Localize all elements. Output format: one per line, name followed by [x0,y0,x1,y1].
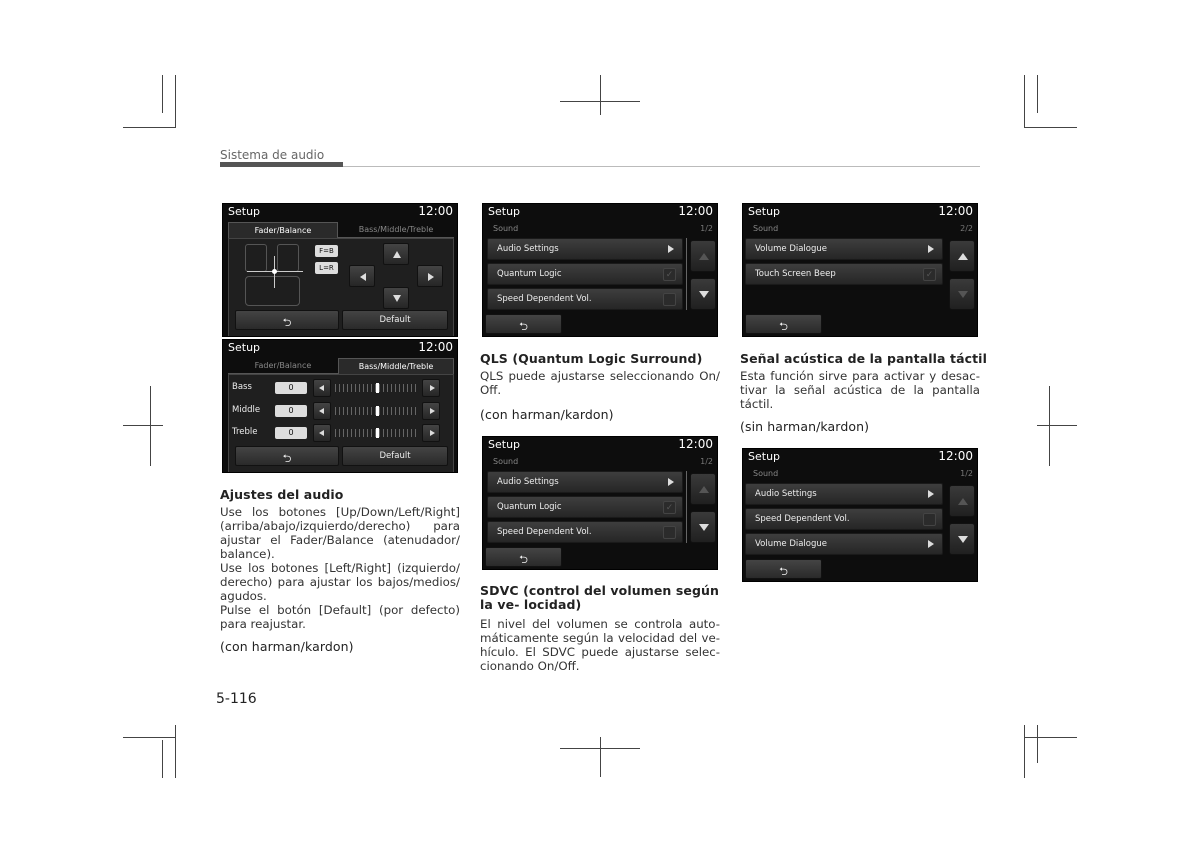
arrow-right-icon [928,540,934,548]
seat-front-right-icon [277,244,299,272]
paragraph-touch-beep: Esta función sirve para activar y desac- tivar la señal acústica de la pantalla táctil. [740,369,980,411]
tab-fader-balance[interactable]: Fader/Balance [228,358,338,374]
section-bar [220,162,343,167]
paragraph-default: Pulse el botón [Default] (por defecto) para reajustar. [220,603,460,631]
screen-subtitle: Sound [493,224,519,233]
right-button[interactable] [417,265,443,287]
menu-item-touch-screen-beep[interactable]: Touch Screen Beep ✓ [745,263,943,285]
paragraph-bass-treble: Use los botones [Left/Right] (izquierdo/ derecho) para ajustar los bajos/medios/ agudos. [220,561,460,603]
tab-fader-balance[interactable]: Fader/Balance [228,222,338,238]
screen-title: Setup [228,341,261,354]
default-button[interactable]: Default [342,310,448,330]
page-indicator: 1/2 [700,224,713,233]
back-icon: ⮌ [519,553,528,566]
screen-title: Setup [748,205,781,218]
checkbox-icon[interactable]: ✓ [923,268,936,281]
menu-item-volume-dialogue[interactable]: Volume Dialogue [745,238,943,260]
back-button[interactable] [235,446,339,466]
page-indicator: 1/2 [700,457,713,466]
menu-item-speed-dependent-vol[interactable]: Speed Dependent Vol. [487,288,683,310]
paragraph-sdvc: El nivel del volumen se controla auto- máticamente según la velocidad del ve- hículo. El SDVC puede ajustarse selec- cionando On/Off. [480,617,720,673]
balance-value: L=R [315,262,338,274]
screen-fader-balance [222,203,458,337]
menu-item-audio-settings[interactable]: Audio Settings [487,238,683,260]
note-harman-kardon: (con harman/kardon) [220,639,354,654]
bass-increase-button[interactable] [422,379,440,397]
scroll-down-button[interactable] [949,278,975,310]
screen-clock: 12:00 [418,204,453,218]
arrow-right-icon [928,490,934,498]
back-icon: ⮌ [779,320,788,333]
screen-subtitle: Sound [753,224,779,233]
checkbox-icon[interactable] [663,526,676,539]
note-harman-kardon-1: (con harman/kardon) [480,407,614,422]
section-rule [343,166,980,167]
screen-clock: 12:00 [418,340,453,354]
section-title: Sistema de audio [220,148,325,162]
middle-slider-knob[interactable] [376,406,379,416]
menu-item-audio-settings[interactable]: Audio Settings [487,471,683,493]
checkbox-icon[interactable] [923,513,936,526]
back-icon: ⮌ [282,316,292,329]
down-button[interactable] [383,287,409,309]
note-no-harman-kardon: (sin harman/kardon) [740,419,870,434]
checkbox-icon[interactable] [663,293,676,306]
screen-subtitle: Sound [753,469,779,478]
screen-title: Setup [488,438,521,451]
back-icon: ⮌ [519,320,528,333]
screen-clock: 12:00 [678,204,713,218]
heading-touch-beep: Señal acústica de la pantalla táctil [740,351,987,366]
bass-slider-knob[interactable] [376,383,379,393]
tab-bass-middle-treble[interactable]: Bass/Middle/Treble [338,358,454,374]
seat-front-left-icon [245,244,267,272]
checkbox-icon[interactable]: ✓ [663,268,676,281]
screen-sound-no-hk [742,448,978,582]
scroll-up-button[interactable] [690,240,716,272]
screen-sound-qls [482,203,718,337]
screen-subtitle: Sound [493,457,519,466]
back-icon: ⮌ [282,452,292,465]
fader-value: F=B [315,245,338,257]
back-button[interactable] [235,310,339,330]
back-button[interactable] [485,547,562,567]
scroll-up-button[interactable] [949,240,975,272]
balance-crosshair-icon [271,268,279,276]
arrow-right-icon [928,245,934,253]
page-indicator: 2/2 [960,224,973,233]
screen-title: Setup [228,205,261,218]
seat-rear-icon [245,276,300,306]
screen-clock: 12:00 [678,437,713,451]
menu-item-quantum-logic[interactable]: Quantum Logic ✓ [487,496,683,518]
menu-item-volume-dialogue[interactable]: Volume Dialogue [745,533,943,555]
middle-decrease-button[interactable] [313,402,331,420]
treble-increase-button[interactable] [422,424,440,442]
screen-sound-beep [742,203,978,337]
up-button[interactable] [383,243,409,265]
checkbox-icon[interactable]: ✓ [663,501,676,514]
page-number: 5-116 [216,691,257,707]
heading-audio-settings: Ajustes del audio [220,487,344,502]
paragraph-fader-balance: Use los botones [Up/Down/Left/Right] (arriba/abajo/izquierdo/derecho) para ajustar el Fader/Balance (atenudador/ balance). [220,505,460,561]
default-button[interactable]: Default [342,446,448,466]
bass-decrease-button[interactable] [313,379,331,397]
page-indicator: 1/2 [960,469,973,478]
screen-sound-sdvc [482,436,718,570]
screen-clock: 12:00 [938,449,973,463]
heading-qls: QLS (Quantum Logic Surround) [480,351,703,366]
treble-slider-knob[interactable] [376,428,379,438]
menu-item-quantum-logic[interactable]: Quantum Logic ✓ [487,263,683,285]
scroll-up-button[interactable] [949,485,975,517]
back-button[interactable] [485,314,562,334]
scroll-up-button[interactable] [690,473,716,505]
back-button[interactable] [745,559,822,579]
menu-item-speed-dependent-vol[interactable]: Speed Dependent Vol. [745,508,943,530]
back-button[interactable] [745,314,822,334]
menu-item-speed-dependent-vol[interactable]: Speed Dependent Vol. [487,521,683,543]
scroll-down-button[interactable] [949,523,975,555]
tab-bass-middle-treble[interactable]: Bass/Middle/Treble [338,222,454,238]
heading-sdvc: SDVC (control del volumen según la ve- locidad) [480,583,720,612]
left-button[interactable] [349,265,375,287]
screen-title: Setup [488,205,521,218]
treble-decrease-button[interactable] [313,424,331,442]
arrow-right-icon [668,245,674,253]
screen-clock: 12:00 [938,204,973,218]
back-icon: ⮌ [779,565,788,578]
menu-item-audio-settings[interactable]: Audio Settings [745,483,943,505]
scroll-down-button[interactable] [690,511,716,543]
middle-increase-button[interactable] [422,402,440,420]
arrow-right-icon [668,478,674,486]
paragraph-qls: QLS puede ajustarse seleccionando On/ Off. [480,369,720,397]
scroll-down-button[interactable] [690,278,716,310]
screen-title: Setup [748,450,781,463]
screen-bass-middle-treble: Setup 12:00 Fader/Balance Bass/Middle/Treble Bass 0 Middle 0 Treble 0 ⮌ Default [222,339,458,473]
